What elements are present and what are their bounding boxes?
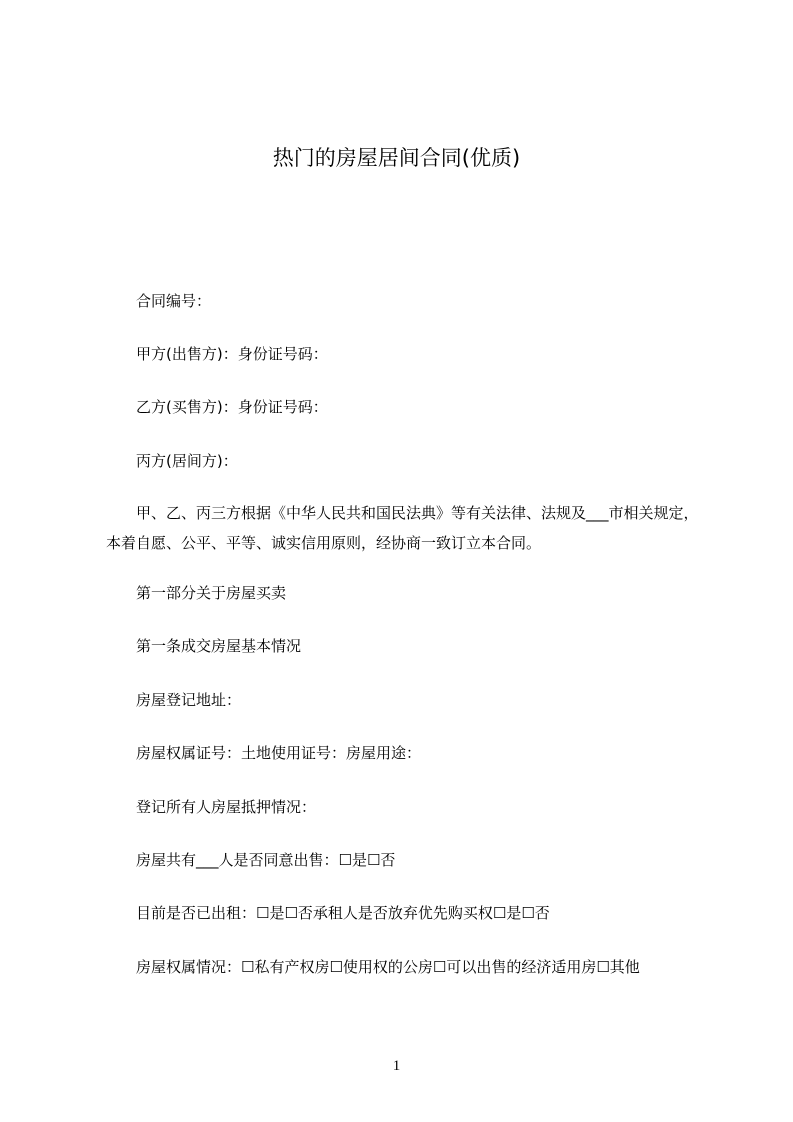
article-heading: 第一条成交房屋基本情况 <box>136 637 302 655</box>
contract-number-line: 合同编号： <box>136 292 212 310</box>
ownership-certificate-line: 房屋权属证号：土地使用证号：房屋用途： <box>136 744 422 762</box>
mortgage-status-line: 登记所有人房屋抵押情况： <box>136 798 317 816</box>
document-title: 热门的房屋居间合同(优质) <box>272 146 521 170</box>
page-number: 1 <box>392 1058 401 1074</box>
party-b-line: 乙方(买售方)：身份证号码： <box>136 398 328 416</box>
section-heading: 第一部分关于房屋买卖 <box>136 584 287 602</box>
ownership-type-line: 房屋权属情况：☐私有产权房☐使用权的公房☐可以出售的经济适用房☐其他 <box>136 958 640 976</box>
rental-status-line: 目前是否已出租：☐是☐否承租人是否放弃优先购买权☐是☐否 <box>136 904 550 922</box>
party-c-line: 丙方(居间方)： <box>136 452 238 470</box>
intro-paragraph: 甲、乙、丙三方根据《中华人民共和国民法典》等有关法律、法规及___市相关规定，本着自愿、公平、平等、诚实信用原则，经协商一致订立本合同。 <box>106 504 699 552</box>
co-owners-line: 房屋共有___人是否同意出售：☐是☐否 <box>136 851 396 869</box>
party-a-line: 甲方(出售方)：身份证号码： <box>136 345 328 363</box>
house-address-line: 房屋登记地址： <box>136 691 242 709</box>
